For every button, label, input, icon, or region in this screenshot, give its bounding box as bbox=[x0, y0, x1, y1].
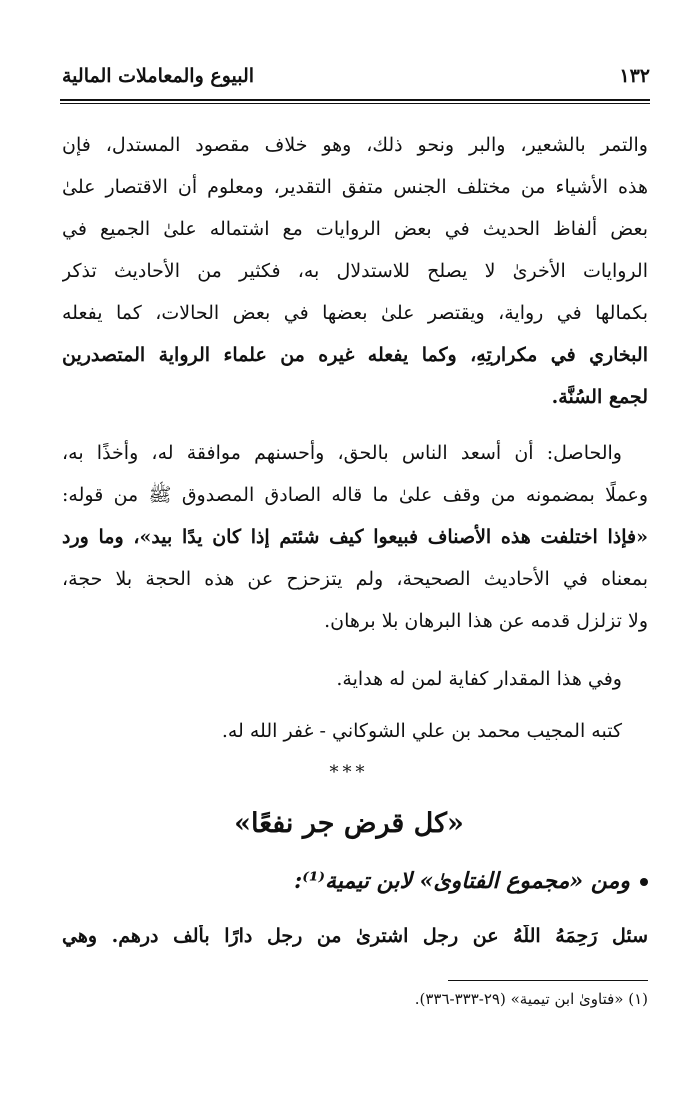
text-line: وعملًا بمضمونه من وقف علىٰ ما قاله الصادق المصدوق ﷺ من قوله: bbox=[62, 484, 648, 506]
text-line: هذه الأشياء من مختلف الجنس متفق التقدير، ومعلوم أن الاقتصار علىٰ bbox=[62, 176, 648, 198]
paragraph-1 bbox=[62, 124, 648, 418]
text-line: والحاصل: أن أسعد الناس بالحق، وأحسنهم موافقة له، وأخذًا به، bbox=[62, 442, 622, 464]
hadith-quote-line: «فإذا اختلفت هذه الأصناف فبيعوا كيف شئتم إذا كان يدًا بيد»، وما ورد bbox=[62, 526, 648, 548]
paragraph-2 bbox=[62, 432, 648, 642]
text-line: لجمع السُنَّة. bbox=[551, 386, 648, 408]
footnote: (١) «فتاوىٰ ابن تيمية» (٢٩-٣٣٣-٣٣٦). bbox=[414, 990, 648, 1008]
section-separator: *** bbox=[329, 762, 369, 783]
source-line bbox=[294, 868, 648, 894]
text-line: ولا تزلزل قدمه عن هذا البرهان بلا برهان. bbox=[324, 610, 648, 632]
bullet-icon bbox=[640, 878, 648, 886]
text-line: بعض ألفاظ الحديث في بعض الروايات مع اشتماله علىٰ الجميع في bbox=[62, 218, 648, 240]
question-line: سئل رَحِمَهُ اللَّهُ عن رجل اشترىٰ من رجل دارًا بألف درهم. وهي bbox=[62, 925, 648, 947]
page-number: ١٣٢ bbox=[619, 65, 650, 87]
section-title: «كل قرض جر نفعًا» bbox=[234, 808, 464, 839]
text-line: الروايات الأخرىٰ لا يصلح للاستدلال به، فكثير من الأحاديث تذكر bbox=[62, 260, 648, 282]
text-line: وفي هذا المقدار كفاية لمن له هداية. bbox=[336, 668, 622, 690]
signature-line: كتبه المجيب محمد بن علي الشوكاني - غفر الله له. bbox=[221, 720, 622, 742]
text-line: والتمر بالشعير، والبر ونحو ذلك، وهو خلاف مقصود المستدل، فإن bbox=[62, 134, 648, 156]
source-text: ومن «مجموع الفتاوىٰ» لابن تيمية⁽¹⁾: bbox=[294, 868, 630, 894]
running-title: البيوع والمعاملات المالية bbox=[62, 65, 255, 87]
footnote-rule bbox=[448, 980, 648, 981]
text-line: بكمالها في رواية، ويقتصر علىٰ بعضها في بعض الحالات، كما يفعله bbox=[62, 302, 648, 324]
text-line: البخاري في مكرارتِهِ، وكما يفعله غيره من علماء الرواية المتصدرين bbox=[62, 344, 648, 366]
page-header bbox=[62, 58, 650, 94]
header-rule-thin bbox=[60, 103, 650, 104]
header-rule bbox=[60, 99, 650, 101]
signature-block bbox=[62, 710, 648, 752]
text-line: بمعناه في الأحاديث الصحيحة، ولم يتزحزح عن هذه الحجة بلا حجة، bbox=[62, 568, 648, 590]
paragraph-3 bbox=[62, 658, 648, 700]
